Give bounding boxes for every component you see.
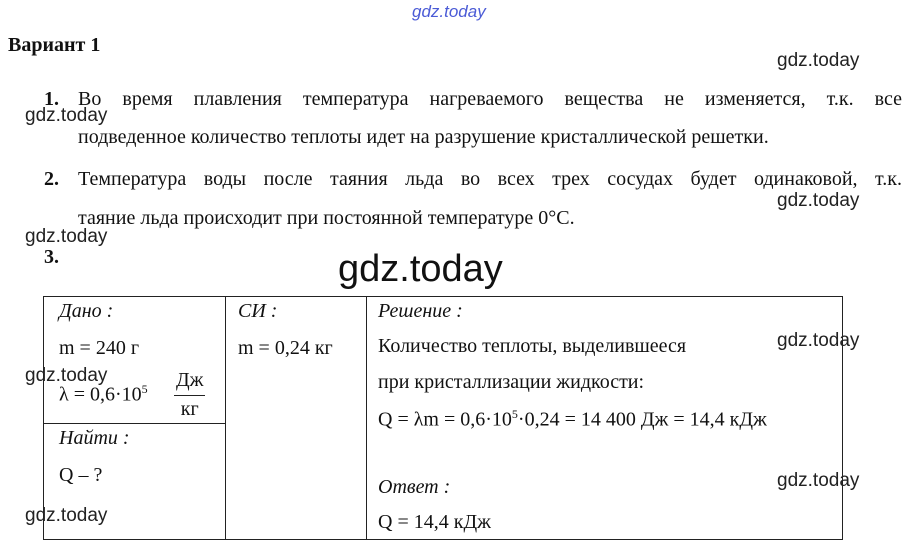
find-title: Найти : bbox=[59, 427, 130, 449]
item-text-line: подведенное количество теплоты идет на разрушение кристаллической решетки. bbox=[78, 126, 769, 148]
given-lambda: $\lambda = 0,6\cdot 10^5$ bbox=[59, 382, 148, 406]
unit-fraction: Дж кг bbox=[176, 369, 204, 420]
solution-line: при кристаллизации жидкости: bbox=[378, 371, 645, 393]
task-table bbox=[43, 296, 843, 540]
item-text-line: Во время плавления температура нагреваемого вещества не изменяется, т.к. все bbox=[78, 88, 902, 110]
watermark: gdz.today bbox=[777, 330, 860, 351]
given-mass: m = 240 г bbox=[59, 337, 140, 359]
si-mass: m = 0,24 кг bbox=[238, 337, 333, 359]
item-text-line: Температура воды после таяния льда во всех трех сосудах будет одинаковой, т.к. bbox=[78, 168, 902, 190]
watermark: gdz.today bbox=[25, 105, 108, 126]
solution-line: Количество теплоты, выделившееся bbox=[378, 335, 687, 357]
watermark-top: gdz.today bbox=[412, 2, 486, 21]
item-number: 2. bbox=[44, 168, 59, 190]
find-quantity: Q – ? bbox=[59, 464, 103, 486]
si-title: СИ : bbox=[238, 300, 278, 322]
watermark: gdz.today bbox=[777, 470, 860, 491]
given-title: Дано : bbox=[59, 300, 114, 322]
watermark-large: gdz.today bbox=[338, 248, 503, 290]
si-cell bbox=[226, 297, 367, 540]
solution-title: Решение : bbox=[378, 300, 463, 322]
watermark: gdz.today bbox=[25, 226, 108, 247]
solution-cell bbox=[367, 297, 843, 540]
given-cell bbox=[44, 297, 226, 424]
answer-value: Q = 14,4 кДж bbox=[378, 511, 491, 533]
watermark: gdz.today bbox=[25, 365, 108, 386]
item-number: 3. bbox=[44, 246, 59, 268]
watermark: gdz.today bbox=[25, 505, 108, 526]
item-number: 1. bbox=[44, 88, 59, 110]
item-text-line: таяние льда происходит при постоянной температуре 0°C. bbox=[78, 207, 575, 229]
answer-title: Ответ : bbox=[378, 476, 451, 498]
variant-heading: Вариант 1 bbox=[8, 34, 101, 56]
solution-formula: $Q = \lambda m = 0,6\cdot 10^5\cdot 0,24 = 14$ 400 Дж = 14,4 кДж bbox=[378, 407, 767, 431]
watermark: gdz.today bbox=[777, 190, 860, 211]
watermark: gdz.today bbox=[777, 50, 860, 71]
